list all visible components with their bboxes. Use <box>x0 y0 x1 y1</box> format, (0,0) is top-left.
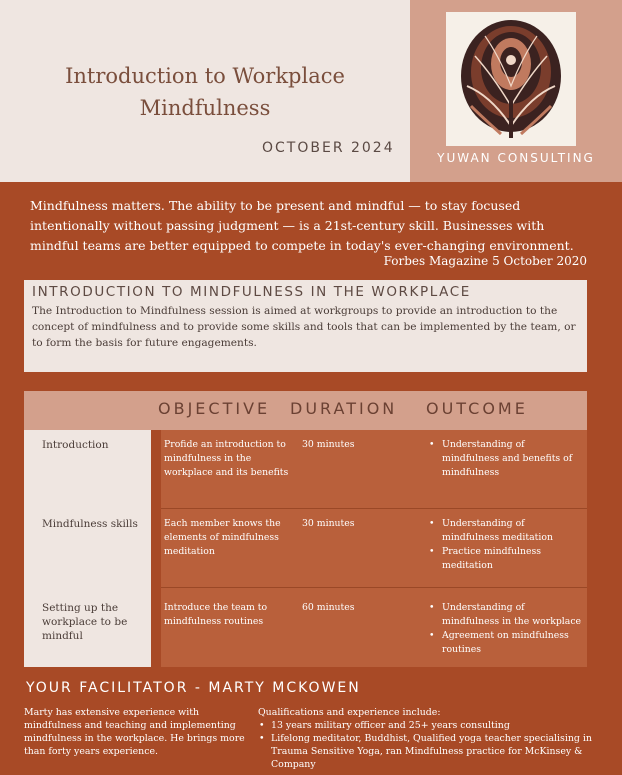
row-divider <box>161 587 587 588</box>
row-divider <box>161 508 587 509</box>
header-duration: DURATION <box>290 399 398 418</box>
page-title <box>30 60 380 124</box>
objective-cell: Profide an introduction to mindfulness in the workplace and its benefits <box>164 439 289 478</box>
facilitator-qualifications <box>258 706 598 771</box>
issue-date: OCTOBER 2024 <box>262 140 395 156</box>
duration-cell: 60 minutes <box>302 602 355 613</box>
feather-leaf-logo-icon <box>446 12 576 146</box>
table-header <box>24 391 587 430</box>
outcome-item: • Agreement on mindfulness routines <box>428 629 583 657</box>
company-logo <box>446 12 576 146</box>
header-objective: OBJECTIVE <box>158 399 271 418</box>
outcome-cell <box>428 517 578 573</box>
qualification-item: • 13 years military officer and 25+ years consulting <box>258 719 598 732</box>
intro-heading: INTRODUCTION TO MINDFULNESS IN THE WORKPLACE <box>32 284 471 300</box>
duration-cell: 30 minutes <box>302 439 355 450</box>
title-line-2: Mindfulness <box>139 96 271 120</box>
outcome-item: • Understanding of mindfulness in the workplace <box>428 601 583 629</box>
row-label-introduction: Introduction <box>42 439 109 451</box>
qualifications-intro: Qualifications and experience include: <box>258 707 441 718</box>
quote-source: Forbes Magazine 5 October 2020 <box>383 254 587 268</box>
objective-cell: Each member knows the elements of mindfulness meditation <box>164 518 281 557</box>
intro-text: The Introduction to Mindfulness session is aimed at workgroups to provide an introduction to the concept of mindfulness and to provide some skills and tools that can be implemented by the team, or to form the basis for future engagements. <box>32 305 576 349</box>
outcome-cell <box>428 601 583 657</box>
header-outcome: OUTCOME <box>426 399 528 418</box>
title-line-1: Introduction to Workplace <box>65 64 345 88</box>
outcome-cell <box>428 438 578 480</box>
outcome-item: • Practice mindfulness meditation <box>428 545 578 573</box>
facilitator-bio: Marty has extensive experience with mindfulness and teaching and implementing mindfulness in the workplace. He brings more than forty years experience. <box>24 707 245 757</box>
outcome-item: • Understanding of mindfulness meditation <box>428 517 578 545</box>
duration-cell: 30 minutes <box>302 518 355 529</box>
company-name: YUWAN CONSULTING <box>437 151 595 165</box>
row-label-mindfulness-skills: Mindfulness skills <box>42 518 138 530</box>
forbes-quote: Mindfulness matters. The ability to be present and mindful — to stay focused intentionally without passing judgment — is a 21st-century skill. Businesses with mindful teams are better equipped to compete in today's ever-changing environment. <box>30 198 574 253</box>
facilitator-heading: YOUR FACILITATOR - MARTY MCKOWEN <box>26 680 361 696</box>
intro-section <box>24 280 587 372</box>
outcome-item: • Understanding of mindfulness and benefits of mindfulness <box>428 438 578 480</box>
row-label-setting-up: Setting up the workplace to be mindful <box>42 602 128 642</box>
objective-cell: Introduce the team to mindfulness routines <box>164 602 268 627</box>
qualification-item: • Lifelong meditator, Buddhist, Qualified yoga teacher specialising in Trauma Sensitive Yoga, ran Mindfulness practice for McKinsey & Company <box>258 732 598 771</box>
